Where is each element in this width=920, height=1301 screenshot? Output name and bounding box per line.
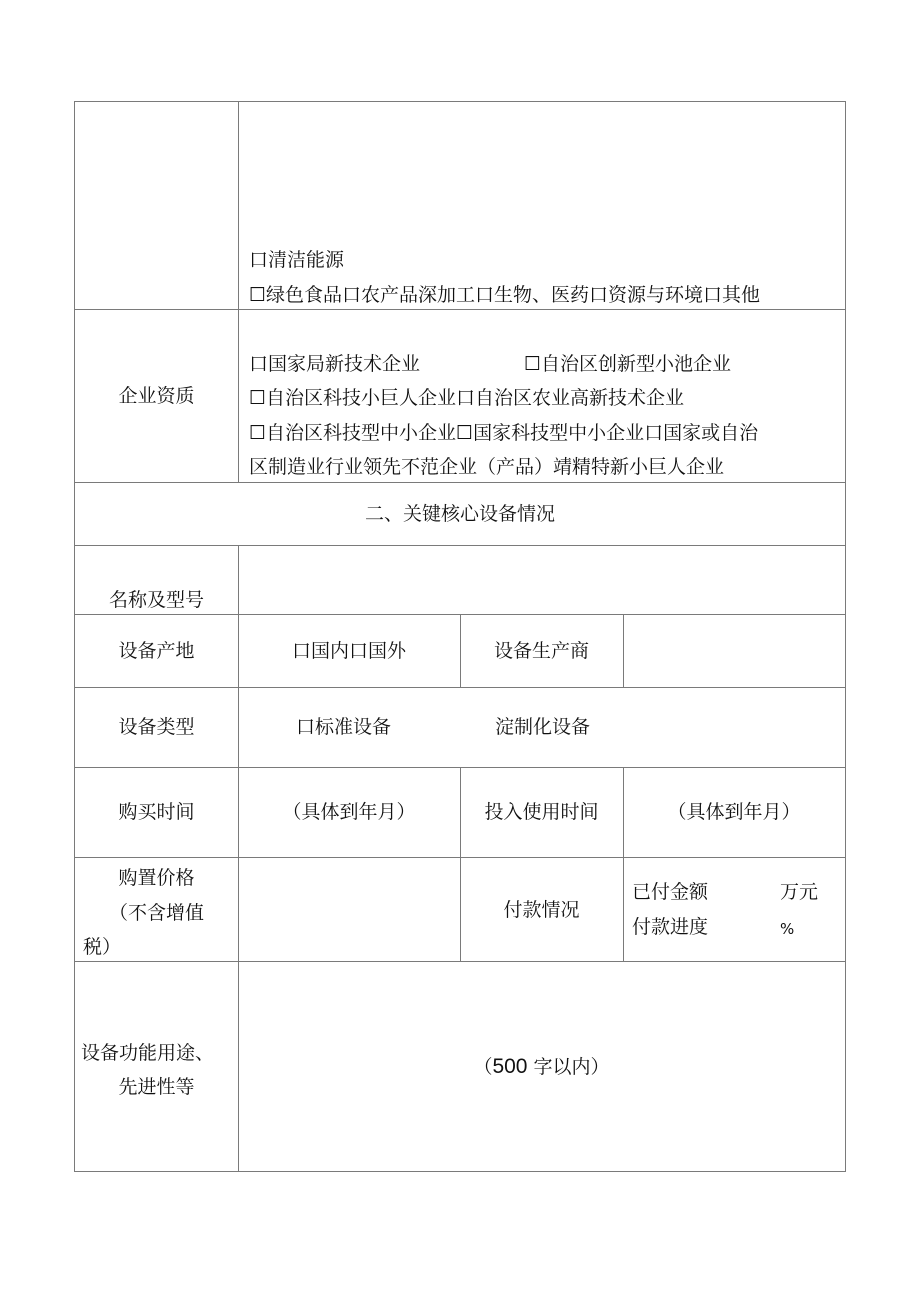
row-divider	[75, 482, 845, 483]
function-label-line: 设备功能用途、	[81, 1042, 215, 1064]
origin-options[interactable]: 口国内口国外	[291, 640, 406, 662]
payment-label: 付款情况	[503, 899, 580, 921]
equipment-type-custom-option[interactable]: 淀制化设备	[495, 716, 591, 738]
origin-label: 设备产地	[118, 640, 195, 662]
row-divider	[75, 309, 845, 310]
equipment-application-form	[74, 101, 846, 1172]
qualification-options-line[interactable]: ☐自治区科技小巨人企业口自治区农业高新技术企业	[249, 387, 685, 409]
payment-progress-unit: %	[780, 920, 795, 938]
column-divider	[460, 767, 461, 961]
use-time-field[interactable]: （具体到年月）	[667, 801, 801, 823]
price-label-line: 税）	[83, 936, 122, 958]
function-field[interactable]	[238, 1056, 845, 1078]
price-field[interactable]	[239, 858, 460, 961]
manufacturer-label: 设备生产商	[493, 640, 589, 662]
purchase-time-label: 购买时间	[118, 801, 195, 823]
row-divider	[75, 687, 845, 688]
function-hint-rest: 字以内）	[527, 1056, 610, 1078]
industry-option-clean-energy[interactable]: 口清洁能源	[249, 249, 345, 271]
payment-progress-label: 付款进度	[632, 916, 709, 938]
qualification-option-national-hightech[interactable]: 口国家局新技术企业	[249, 353, 421, 375]
qualification-label: 企业资质	[118, 385, 195, 407]
qualification-option-region-innovative[interactable]: ☐自治区创新型小池企业	[524, 353, 732, 375]
equipment-type-label: 设备类型	[118, 716, 195, 738]
function-hint-number: 500	[492, 1055, 528, 1078]
function-hint-open: （	[473, 1056, 493, 1078]
price-label-line: 购置价格	[118, 867, 195, 889]
section-title: 二、关键核心设备情况	[364, 503, 555, 525]
row-divider	[75, 961, 845, 962]
qualification-options-line[interactable]: 区制造业行业领先不范企业（产品）靖精特新小巨人企业	[249, 456, 725, 478]
price-label-line: （不含增值	[108, 902, 204, 924]
qualification-options-line[interactable]: ☐自治区科技型中小企业☐国家科技型中小企业口国家或自治	[249, 422, 759, 444]
column-divider	[623, 767, 624, 961]
equipment-type-standard-option[interactable]: 口标准设备	[296, 716, 392, 738]
function-label-line: 先进性等	[118, 1076, 195, 1098]
manufacturer-field[interactable]	[624, 615, 845, 687]
name-model-label: 名称及型号	[108, 589, 204, 611]
purchase-time-field[interactable]: （具体到年月）	[282, 801, 416, 823]
paid-amount-unit: 万元	[780, 881, 819, 903]
column-divider	[238, 102, 239, 482]
use-time-label: 投入使用时间	[484, 801, 599, 823]
name-model-field[interactable]	[239, 546, 845, 614]
industry-options-line[interactable]: ☐绿色食品口农产品深加工口生物、医药口资源与环境口其他	[249, 284, 761, 306]
paid-amount-label: 已付金额	[632, 881, 709, 903]
